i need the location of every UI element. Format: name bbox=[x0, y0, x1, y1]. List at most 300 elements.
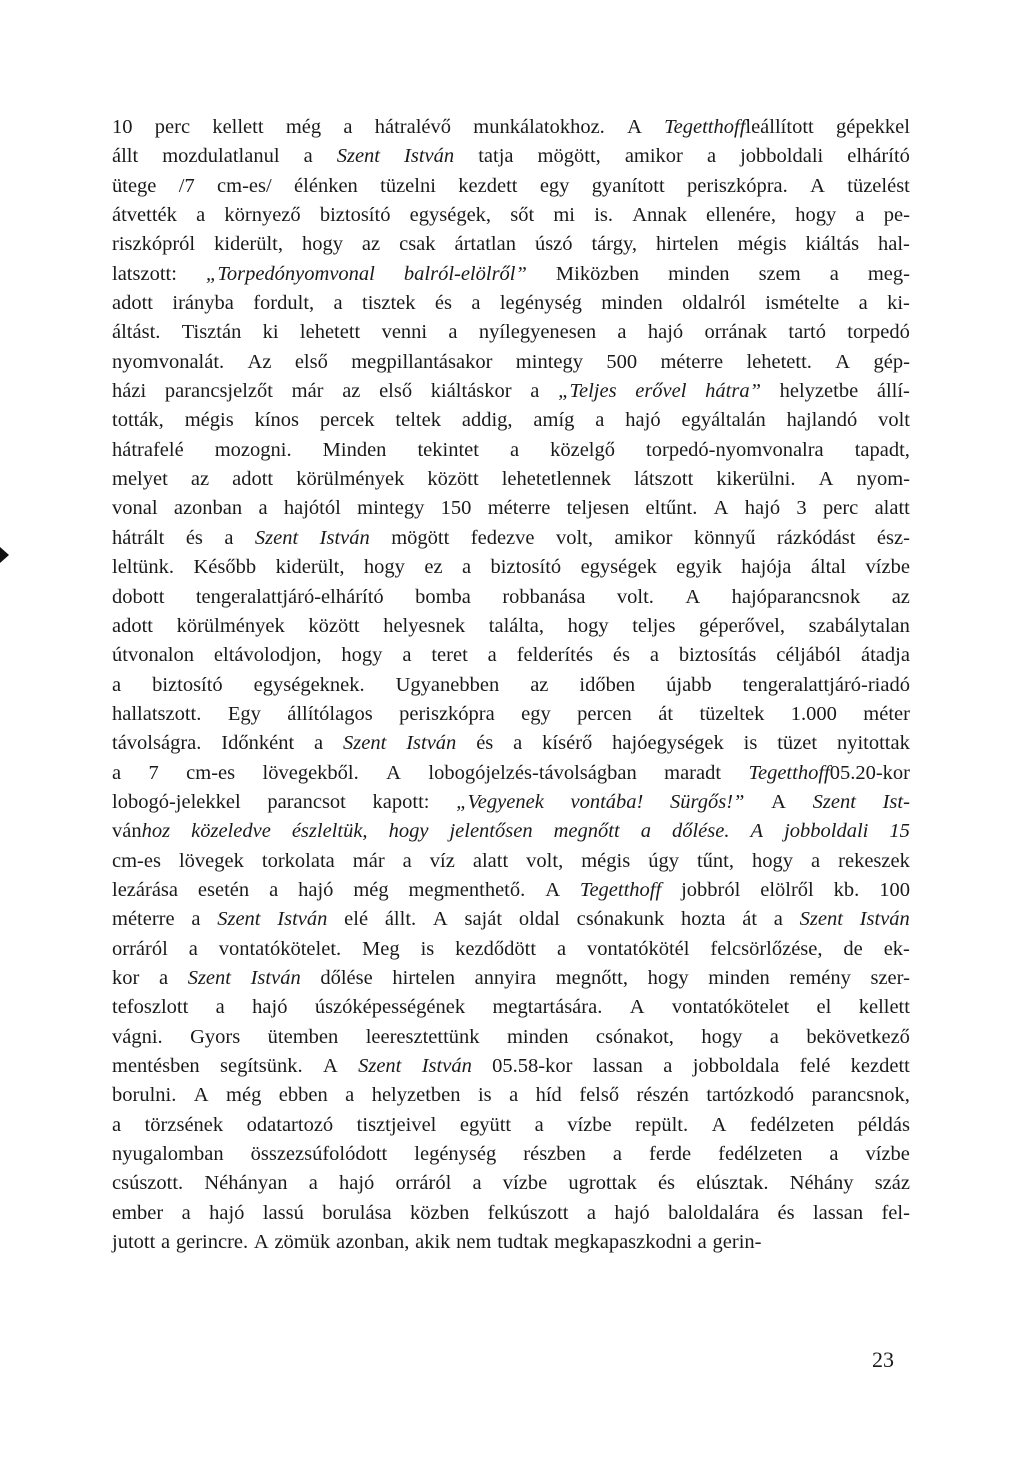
word: ellenére, bbox=[706, 204, 777, 227]
word: kiderült, bbox=[214, 233, 283, 256]
word: első bbox=[294, 350, 328, 373]
word: vontába! bbox=[570, 790, 644, 813]
word: hajó bbox=[298, 878, 334, 901]
text-line bbox=[112, 759, 910, 788]
word: riszkópról bbox=[112, 233, 196, 256]
word: a bbox=[472, 1172, 482, 1195]
word: nyitottak bbox=[836, 732, 910, 755]
word: a bbox=[769, 1025, 779, 1048]
word: biztosító bbox=[152, 673, 223, 696]
word: közben bbox=[410, 1201, 470, 1224]
word: kezdett bbox=[458, 174, 518, 197]
word: a bbox=[448, 321, 458, 344]
word: robbanása bbox=[502, 585, 586, 608]
word: lehetetlennek bbox=[501, 468, 612, 491]
word: távolságra. bbox=[112, 732, 202, 755]
word: István bbox=[277, 908, 328, 931]
word: annyira bbox=[474, 966, 537, 989]
word: gerincre. bbox=[175, 1231, 249, 1254]
word: parancsnok, bbox=[811, 1084, 910, 1107]
word: „Vegyenek bbox=[456, 790, 544, 813]
word: áltást. bbox=[112, 321, 161, 344]
word: már bbox=[352, 849, 385, 872]
word: oldalról bbox=[682, 292, 746, 315]
word: hajó bbox=[252, 996, 288, 1019]
word: jobboldala bbox=[692, 1055, 780, 1077]
word: lassan bbox=[812, 1201, 864, 1224]
word: közeledve bbox=[191, 820, 271, 843]
word: úszóképességének bbox=[314, 996, 466, 1019]
word: venni bbox=[381, 321, 428, 344]
word: kezdett bbox=[850, 1055, 910, 1077]
word: a bbox=[649, 644, 659, 667]
word: torkolata bbox=[261, 849, 335, 872]
word: a bbox=[343, 116, 353, 138]
word: Ugyanebben bbox=[395, 673, 500, 696]
margin-arrow-mark bbox=[0, 547, 9, 563]
word: Gyors bbox=[190, 1025, 241, 1048]
word: a bbox=[640, 820, 651, 843]
word: mintegy bbox=[357, 497, 425, 520]
word: felcsörlőzése, bbox=[710, 937, 823, 960]
text-line bbox=[112, 729, 910, 758]
word: még bbox=[353, 878, 389, 901]
word: biztosítás bbox=[678, 644, 757, 667]
word: hogy bbox=[567, 614, 609, 637]
word: tisztek bbox=[362, 292, 416, 315]
word: saját bbox=[464, 908, 503, 931]
word: lobogójelzés-távolságban bbox=[428, 761, 637, 784]
text-line bbox=[112, 1111, 910, 1140]
word: hajó bbox=[744, 497, 781, 520]
text-line bbox=[112, 876, 910, 905]
word: helyesnek bbox=[383, 614, 466, 637]
text-line bbox=[112, 612, 910, 641]
word: amíg bbox=[533, 409, 575, 432]
word: Miközben bbox=[555, 262, 640, 285]
word: a bbox=[314, 732, 324, 755]
word: hajó bbox=[209, 1201, 245, 1224]
text-line bbox=[112, 1052, 910, 1081]
word: méterre bbox=[487, 497, 551, 520]
word: akik bbox=[415, 1231, 451, 1254]
word: a bbox=[612, 1143, 623, 1166]
word: is bbox=[743, 732, 758, 755]
word: a bbox=[191, 908, 201, 931]
word: Szent bbox=[799, 908, 843, 931]
word: időben bbox=[579, 673, 636, 696]
word: részben bbox=[523, 1143, 586, 1166]
word: torpedó bbox=[847, 321, 910, 344]
word: és bbox=[657, 1172, 676, 1195]
word: megnőtt bbox=[553, 820, 620, 843]
word: és bbox=[777, 1201, 795, 1224]
word: már bbox=[291, 380, 324, 403]
word: az bbox=[342, 380, 361, 403]
word: parancsjelzőt bbox=[164, 380, 273, 403]
word: odatartozó bbox=[246, 1113, 334, 1136]
text-line bbox=[112, 1169, 910, 1198]
word: hajója bbox=[741, 556, 792, 579]
word: a bbox=[471, 292, 481, 315]
word: egyik bbox=[676, 556, 722, 579]
word: Szent bbox=[217, 908, 261, 931]
word: esetén bbox=[197, 878, 250, 901]
page-number: 23 bbox=[872, 1347, 894, 1372]
word: orráról bbox=[112, 937, 168, 960]
word: a bbox=[706, 145, 717, 168]
word: és bbox=[185, 526, 203, 549]
word: erővel bbox=[635, 380, 687, 403]
word: legénység bbox=[414, 1143, 497, 1166]
word: gyanított bbox=[591, 174, 665, 197]
word: István bbox=[859, 908, 910, 931]
word: a bbox=[487, 644, 497, 667]
text-line bbox=[112, 1081, 910, 1110]
word: csak bbox=[399, 233, 436, 256]
word: kiáltáskor bbox=[430, 380, 512, 403]
word: kellett bbox=[858, 996, 910, 1019]
word: mögött, bbox=[537, 145, 601, 168]
word: úszó bbox=[534, 233, 573, 256]
word: csúszott. bbox=[112, 1172, 184, 1195]
word: leeresztettünk bbox=[365, 1025, 480, 1048]
word: hátra” bbox=[705, 380, 761, 403]
word: ek- bbox=[883, 937, 910, 960]
word: a bbox=[224, 526, 234, 549]
word: csónakot, bbox=[595, 1025, 674, 1048]
word: hajóegységek bbox=[612, 732, 724, 755]
word: leltünk. bbox=[112, 556, 175, 579]
word: zömük bbox=[274, 1231, 331, 1254]
word: percek bbox=[319, 409, 375, 432]
word: volt, bbox=[526, 849, 564, 872]
word: tüzelést bbox=[847, 174, 910, 197]
word: irányba bbox=[172, 292, 234, 315]
word: részén bbox=[636, 1084, 689, 1107]
word: tekintet bbox=[417, 438, 479, 461]
word: segítsünk. bbox=[220, 1055, 303, 1077]
word: Szent bbox=[812, 790, 856, 813]
word: a bbox=[811, 849, 821, 872]
word: ki- bbox=[887, 292, 910, 315]
word: vízbe bbox=[567, 1113, 612, 1136]
text-line bbox=[112, 847, 910, 876]
word: A bbox=[386, 761, 401, 784]
word: tisztjeivel bbox=[356, 1113, 437, 1136]
word: Szent bbox=[336, 145, 380, 168]
word: A bbox=[810, 174, 825, 197]
word: A bbox=[771, 790, 786, 813]
word: teret bbox=[431, 644, 468, 667]
word: nyugalomban bbox=[112, 1143, 224, 1166]
word: 1.000 bbox=[790, 702, 837, 725]
word: repült. bbox=[635, 1113, 689, 1136]
word: példás bbox=[857, 1113, 910, 1136]
word: is bbox=[420, 937, 435, 960]
word: teljes bbox=[632, 614, 676, 637]
word: Az bbox=[247, 350, 272, 373]
word: Tegetthoff bbox=[579, 878, 662, 901]
word: géperővel, bbox=[699, 614, 785, 637]
word: a bbox=[308, 1172, 318, 1195]
word: torpedó-nyomvonalra bbox=[646, 438, 824, 461]
body-text bbox=[112, 113, 910, 1257]
word: hajlandó bbox=[786, 409, 858, 432]
word: vízbe bbox=[865, 556, 910, 579]
word: jobboldali bbox=[784, 820, 869, 843]
text-line bbox=[112, 142, 910, 171]
word: cm-es bbox=[112, 849, 161, 872]
word: állí- bbox=[876, 380, 910, 403]
word: bekövetkező bbox=[806, 1025, 910, 1048]
word: mintegy bbox=[515, 350, 583, 373]
word: találta, bbox=[488, 614, 544, 637]
word: kb. bbox=[833, 878, 860, 901]
word: hogy bbox=[647, 966, 689, 989]
word: vízbe bbox=[865, 1143, 910, 1166]
word: úgy bbox=[648, 849, 679, 872]
text-line bbox=[112, 318, 910, 347]
word: házi bbox=[112, 380, 147, 403]
word: lassú bbox=[262, 1201, 304, 1224]
word: egységek bbox=[580, 556, 657, 579]
word: a bbox=[333, 292, 343, 315]
text-line bbox=[112, 436, 910, 465]
word: tották, bbox=[112, 409, 164, 432]
word: vánhoz bbox=[112, 820, 171, 843]
word: a bbox=[345, 1084, 355, 1107]
text-line bbox=[112, 993, 910, 1022]
word: vontatókötél bbox=[586, 937, 690, 960]
word: hallatszott. bbox=[112, 702, 202, 725]
word: a bbox=[402, 849, 412, 872]
word: mi bbox=[553, 204, 576, 227]
word: minden bbox=[668, 262, 730, 285]
word: felkúszott bbox=[487, 1201, 569, 1224]
word: az bbox=[530, 673, 549, 696]
word: megtartására. bbox=[492, 996, 603, 1019]
word: legénység bbox=[499, 292, 582, 315]
word: perc bbox=[154, 116, 191, 138]
word: mégis bbox=[581, 849, 631, 872]
word: kiderült, bbox=[275, 556, 345, 579]
word: méterre bbox=[112, 908, 175, 931]
word: ember bbox=[112, 1201, 164, 1224]
word: megnőtt, bbox=[555, 966, 628, 989]
text-line bbox=[112, 172, 910, 201]
word: nem bbox=[456, 1231, 492, 1254]
word: hajó bbox=[647, 321, 684, 344]
word: szabálytalan bbox=[808, 614, 910, 637]
word: elhárító bbox=[847, 145, 910, 168]
word: a bbox=[586, 1201, 596, 1224]
word: addig, bbox=[461, 409, 513, 432]
word: a bbox=[188, 937, 198, 960]
word: egy bbox=[539, 174, 570, 197]
word: lövegek bbox=[178, 849, 244, 872]
word: borulása bbox=[322, 1201, 392, 1224]
word: méter bbox=[863, 702, 910, 725]
word: ütemben bbox=[267, 1025, 339, 1048]
word: a bbox=[303, 145, 313, 168]
word: „Torpedónyomvonal bbox=[205, 262, 375, 285]
word: A bbox=[713, 497, 729, 520]
word: Annak bbox=[632, 204, 687, 227]
word: A bbox=[629, 996, 645, 1019]
word: Minden bbox=[322, 438, 387, 461]
word: parancsot bbox=[267, 790, 346, 813]
word: megmenthető. bbox=[408, 878, 526, 901]
word: pe- bbox=[883, 204, 910, 227]
word: tudtak bbox=[497, 1231, 549, 1254]
word: a bbox=[773, 908, 783, 931]
word: kellett bbox=[212, 116, 264, 138]
word: eltávolodjon, bbox=[213, 644, 322, 667]
word: a bbox=[461, 556, 472, 579]
word: Néhányan bbox=[204, 1172, 288, 1195]
word: meg- bbox=[867, 262, 910, 285]
word: által bbox=[810, 556, 847, 579]
word: Szent bbox=[358, 1055, 402, 1077]
word: átvették bbox=[112, 204, 177, 227]
word: orráról bbox=[395, 1172, 452, 1195]
word: hajó bbox=[614, 1201, 650, 1224]
word: teltek bbox=[395, 409, 441, 432]
word: és bbox=[434, 292, 452, 315]
word: újabb bbox=[666, 673, 712, 696]
word: A bbox=[685, 585, 701, 608]
word: is. bbox=[594, 204, 614, 227]
word: az bbox=[361, 233, 381, 256]
word: István bbox=[319, 526, 370, 549]
word: rekeszek bbox=[838, 849, 910, 872]
word: dőlése bbox=[320, 966, 373, 989]
word: kiáltás bbox=[805, 233, 860, 256]
word: lezárása bbox=[112, 878, 178, 901]
word: még bbox=[285, 116, 322, 138]
word: volt. bbox=[616, 585, 654, 608]
word: elúsztak. bbox=[696, 1172, 769, 1195]
word: tartózkodó bbox=[706, 1084, 795, 1107]
word: ki bbox=[262, 321, 279, 344]
word: is bbox=[477, 1084, 492, 1107]
word: oldal bbox=[518, 908, 560, 931]
text-line bbox=[112, 553, 910, 582]
text-line bbox=[112, 524, 910, 553]
text-line bbox=[112, 1023, 910, 1052]
text-line bbox=[112, 964, 910, 993]
word: mégis bbox=[184, 409, 234, 432]
word: István bbox=[421, 1055, 472, 1077]
text-line bbox=[112, 201, 910, 230]
word: mégis bbox=[737, 233, 787, 256]
word: kor bbox=[112, 966, 140, 989]
word: megkapaszkodni bbox=[554, 1231, 692, 1254]
word: A bbox=[711, 1113, 727, 1136]
word: hátralévő bbox=[374, 116, 452, 138]
word: a bbox=[402, 644, 412, 667]
word: a bbox=[829, 262, 839, 285]
word: Szent bbox=[343, 732, 387, 755]
word: helyzetben bbox=[371, 1084, 461, 1107]
word: Ist- bbox=[882, 790, 910, 813]
word: adott bbox=[112, 614, 153, 637]
text-line bbox=[112, 641, 910, 670]
word: a bbox=[513, 732, 523, 755]
word: ebben bbox=[278, 1084, 328, 1107]
word: Sürgős!” bbox=[670, 790, 745, 813]
word: elé bbox=[344, 908, 369, 931]
word: lobogó-jelekkel bbox=[112, 790, 241, 813]
word: a bbox=[269, 878, 279, 901]
word: hozta bbox=[681, 908, 726, 931]
word: tengeralattjáró-elhárító bbox=[195, 585, 384, 608]
word: biztosító bbox=[490, 556, 562, 579]
word: kínos bbox=[254, 409, 299, 432]
word: A bbox=[253, 1231, 269, 1254]
text-line bbox=[112, 905, 910, 934]
word: hátrált bbox=[112, 526, 165, 549]
word: még bbox=[226, 1084, 262, 1107]
word: 10 bbox=[112, 116, 133, 138]
word: biztosító bbox=[319, 204, 391, 227]
word: élénken bbox=[294, 174, 358, 197]
word: vontatókötelet. bbox=[218, 937, 342, 960]
word: alatt bbox=[472, 849, 509, 872]
word: körülmények bbox=[296, 468, 405, 491]
word: egyáltalán bbox=[681, 409, 766, 432]
word: hogy bbox=[752, 849, 794, 872]
word: gerin- bbox=[712, 1231, 762, 1254]
word: ez bbox=[424, 556, 443, 579]
word: gépekkel bbox=[835, 116, 910, 138]
word: első bbox=[379, 380, 413, 403]
word: a bbox=[161, 1231, 171, 1254]
word: egy bbox=[521, 702, 551, 725]
word: amikor bbox=[624, 145, 683, 168]
word: hogy bbox=[388, 820, 429, 843]
word: volt bbox=[878, 409, 910, 432]
word: vízbe bbox=[502, 1172, 548, 1195]
word: átadja bbox=[861, 644, 910, 667]
word: szer- bbox=[870, 966, 910, 989]
word: hogy bbox=[341, 644, 383, 667]
word: nyomvonalát. bbox=[112, 350, 225, 373]
word: balról-elölről” bbox=[403, 262, 527, 285]
word: fedélzeten bbox=[749, 1113, 835, 1136]
word: tüzeltek bbox=[699, 702, 765, 725]
word: fedezve bbox=[470, 526, 535, 549]
word: Tisztán bbox=[181, 321, 242, 344]
word: teljesen bbox=[566, 497, 630, 520]
text-line bbox=[112, 230, 910, 259]
word: hirtelen bbox=[392, 966, 455, 989]
word: mozogni. bbox=[214, 438, 292, 461]
word: hajó bbox=[339, 1172, 375, 1195]
word: lehetett bbox=[299, 321, 361, 344]
word: orrának bbox=[704, 321, 768, 344]
word: tárgy, bbox=[591, 233, 638, 256]
word: csónakunk bbox=[576, 908, 665, 931]
word: A bbox=[835, 350, 851, 373]
word: fedélzeten bbox=[718, 1143, 803, 1166]
text-line bbox=[112, 289, 910, 318]
word: alatt bbox=[874, 497, 910, 520]
word: remény bbox=[789, 966, 851, 989]
text-line bbox=[112, 377, 910, 406]
word: megpillantásakor bbox=[351, 350, 493, 373]
